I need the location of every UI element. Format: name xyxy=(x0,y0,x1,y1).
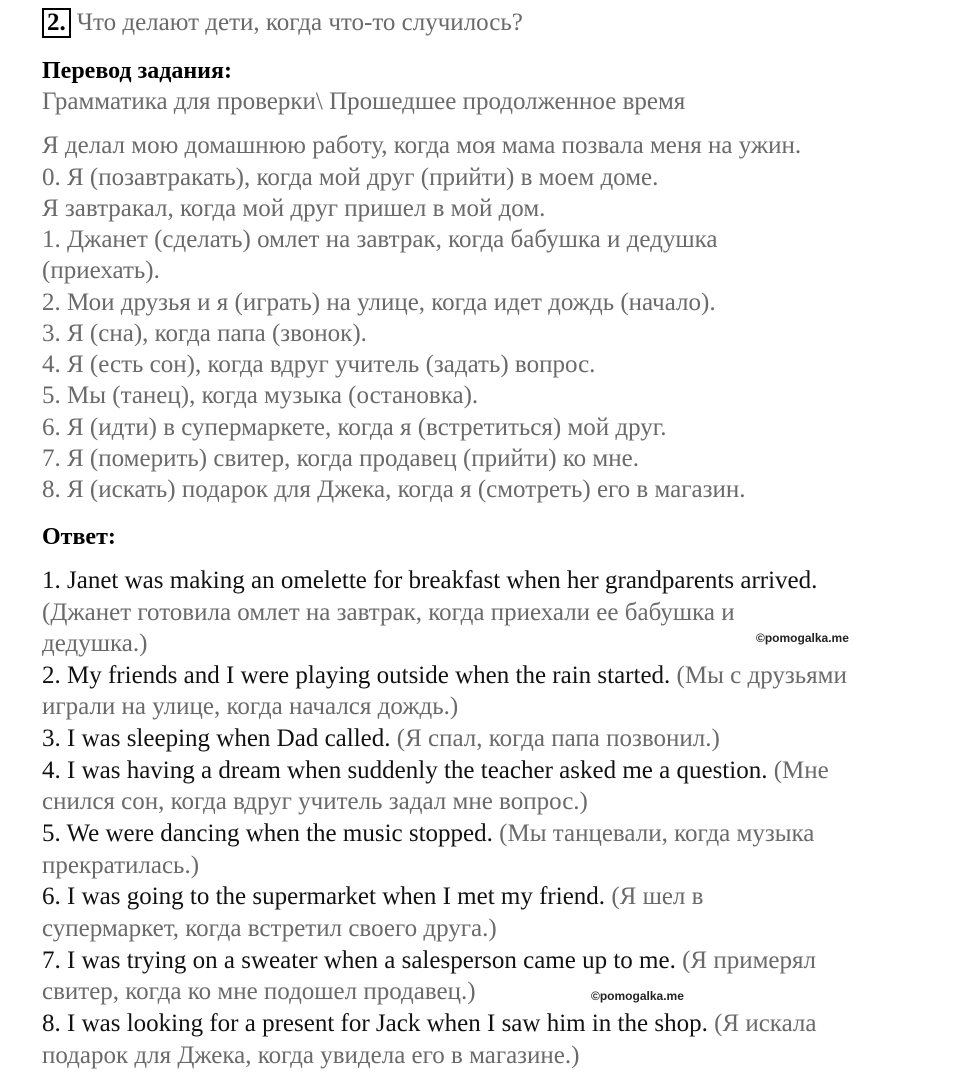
task-number: 2. xyxy=(42,8,71,38)
answer-line xyxy=(42,565,817,596)
answer-line xyxy=(42,597,735,628)
watermark-text: ©pomogalka.me xyxy=(756,631,849,645)
answer-translation: (Я примерял xyxy=(675,947,816,974)
watermark-text: ©pomogalka.me xyxy=(591,989,684,1003)
answer-line xyxy=(42,755,829,786)
translation-line: Я завтракал, когда мой друг пришел в мой дом. xyxy=(42,195,546,222)
translation-line: 5. Мы (танец), когда музыка (остановка). xyxy=(42,382,479,409)
translation-line: 2. Мои друзья и я (играть) на улице, когда идет дождь (начало). xyxy=(42,289,716,316)
answer-line xyxy=(42,1040,579,1071)
answer-line xyxy=(42,881,703,912)
answer-heading: Ответ: xyxy=(42,524,116,550)
answer-translation: прекратилась.) xyxy=(42,852,200,879)
translation-line: 4. Я (есть сон), когда вдруг учитель (задать) вопрос. xyxy=(42,351,596,378)
answer-line xyxy=(42,660,847,691)
answer-english: 7. I was trying on a sweater when a salesperson came up to me. xyxy=(42,947,676,974)
answer-english: 2. My friends and I were playing outside when the rain started. xyxy=(42,662,671,689)
answer-english: 4. I was having a dream when suddenly the teacher asked me a question. xyxy=(42,757,768,784)
answer-translation: (Мы с друзьями xyxy=(670,662,847,689)
answer-line xyxy=(42,945,816,976)
task-title: Что делают дети, когда что-то случилось? xyxy=(76,9,523,36)
answer-translation: подарок для Джека, когда увидела его в магазине.) xyxy=(42,1042,580,1069)
answer-line xyxy=(42,628,147,659)
answer-english: 6. I was going to the supermarket when I met my friend. xyxy=(42,883,606,910)
answer-translation: свитер, когда ко мне подошел продавец.) xyxy=(42,978,476,1005)
task-header xyxy=(42,8,523,38)
answer-translation: супермаркет, когда встретил своего друга.) xyxy=(42,915,497,942)
translation-line: (приехать). xyxy=(42,257,160,284)
answer-translation: (Джанет готовила омлет на завтрак, когда приехали ее бабушка и xyxy=(42,599,735,626)
translation-heading: Перевод задания: xyxy=(42,58,232,84)
answer-translation: (Мне xyxy=(767,757,829,784)
answer-translation: дедушка.) xyxy=(42,630,148,657)
answer-english: 1. Janet was making an omelette for breakfast when her grandparents arrived. xyxy=(42,567,818,594)
answer-line xyxy=(42,723,720,754)
answer-translation: играли на улице, когда начался дождь.) xyxy=(42,693,459,720)
answer-line xyxy=(42,691,458,722)
answer-line xyxy=(42,1008,816,1039)
answer-english: 3. I was sleeping when Dad called. xyxy=(42,725,391,752)
translation-line: Грамматика для проверки\ Прошедшее продолженное время xyxy=(42,88,686,115)
translation-line: 1. Джанет (сделать) омлет на завтрак, когда бабушка и дедушка xyxy=(42,226,718,253)
translation-line: 0. Я (позавтракать), когда мой друг (прийти) в моем доме. xyxy=(42,164,659,191)
answer-line xyxy=(42,913,497,944)
translation-line: Я делал мою домашнюю работу, когда моя мама позвала меня на ужин. xyxy=(42,132,802,159)
answer-english: 5. We were dancing when the music stopped. xyxy=(42,820,493,847)
answer-translation: (Я искала xyxy=(707,1010,817,1037)
translation-line: 7. Я (померить) свитер, когда продавец (прийти) ко мне. xyxy=(42,445,639,472)
answer-line xyxy=(42,976,476,1007)
translation-line: 8. Я (искать) подарок для Джека, когда я (смотреть) его в магазин. xyxy=(42,476,746,503)
answer-line xyxy=(42,786,588,817)
answer-translation: снился сон, когда вдруг учитель задал мне вопрос.) xyxy=(42,788,588,815)
answer-line xyxy=(42,850,199,881)
translation-line: 6. Я (идти) в супермаркете, когда я (встретиться) мой друг. xyxy=(42,414,667,441)
answer-line xyxy=(42,818,814,849)
translation-line: 3. Я (сна), когда папа (звонок). xyxy=(42,320,367,347)
answer-translation: (Я спал, когда папа позвонил.) xyxy=(390,725,720,752)
answer-english: 8. I was looking for a present for Jack when I saw him in the shop. xyxy=(42,1010,708,1037)
answer-translation: (Я шел в xyxy=(605,883,704,910)
answer-translation: (Мы танцевали, когда музыка xyxy=(492,820,815,847)
